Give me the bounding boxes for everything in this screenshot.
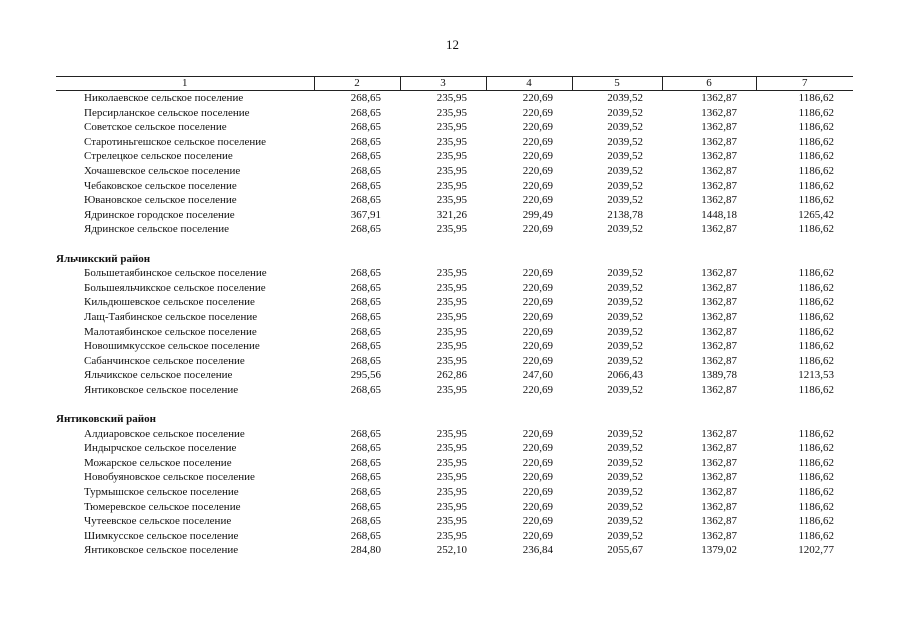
value-cell: 2039,52 bbox=[607, 121, 643, 134]
value-cell: 268,65 bbox=[350, 383, 381, 396]
table-row bbox=[56, 456, 853, 471]
value-cell: 2039,52 bbox=[607, 106, 643, 119]
value-cell: 220,69 bbox=[522, 515, 553, 528]
value-cell: 235,95 bbox=[436, 471, 467, 484]
settlement-name: Ювановское сельское поселение bbox=[84, 194, 237, 207]
value-cell: 1186,62 bbox=[798, 529, 834, 542]
value-cell: 268,65 bbox=[350, 354, 381, 367]
value-cell: 247,60 bbox=[522, 369, 553, 382]
table-row bbox=[56, 193, 853, 208]
value-cell: 1202,77 bbox=[798, 544, 834, 557]
value-cell: 220,69 bbox=[522, 179, 553, 192]
value-cell: 252,10 bbox=[436, 544, 467, 557]
settlement-name: Янтиковское сельское поселение bbox=[84, 383, 239, 396]
column-header: 3 bbox=[400, 77, 486, 91]
value-cell: 1186,62 bbox=[798, 92, 834, 104]
value-cell: 1186,62 bbox=[798, 121, 834, 134]
value-cell: 235,95 bbox=[436, 164, 467, 177]
value-cell: 220,69 bbox=[522, 383, 553, 396]
settlement-name: Сабанчинское сельское поселение bbox=[84, 354, 245, 367]
table-row bbox=[56, 120, 853, 135]
table-row bbox=[56, 179, 853, 194]
value-cell: 220,69 bbox=[522, 150, 553, 163]
value-cell: 2055,67 bbox=[607, 544, 643, 557]
value-cell: 1362,87 bbox=[701, 471, 737, 484]
value-cell: 220,69 bbox=[522, 500, 553, 513]
value-cell: 1362,87 bbox=[701, 427, 737, 440]
value-cell: 220,69 bbox=[522, 121, 553, 134]
value-cell: 1448,18 bbox=[701, 208, 737, 221]
value-cell: 268,65 bbox=[350, 515, 381, 528]
settlement-name: Ядринское сельское поселение bbox=[84, 223, 230, 236]
value-cell: 2039,52 bbox=[607, 92, 643, 104]
value-cell: 235,95 bbox=[436, 92, 467, 104]
value-cell: 2039,52 bbox=[607, 223, 643, 236]
value-cell: 268,65 bbox=[350, 106, 381, 119]
value-cell: 1186,62 bbox=[798, 442, 834, 455]
value-cell: 268,65 bbox=[350, 281, 381, 294]
value-cell: 1186,62 bbox=[798, 456, 834, 469]
value-cell: 1362,87 bbox=[701, 267, 737, 280]
settlement-name: Турмышское сельское поселение bbox=[84, 486, 239, 499]
value-cell: 220,69 bbox=[522, 354, 553, 367]
value-cell: 235,95 bbox=[436, 281, 467, 294]
value-cell: 2039,52 bbox=[607, 164, 643, 177]
table-row bbox=[56, 222, 853, 237]
value-cell: 2039,52 bbox=[607, 486, 643, 499]
value-cell: 1186,62 bbox=[798, 486, 834, 499]
value-cell: 220,69 bbox=[522, 486, 553, 499]
value-cell: 1186,62 bbox=[798, 515, 834, 528]
settlement-name: Алдиаровское сельское поселение bbox=[84, 427, 245, 440]
value-cell: 268,65 bbox=[350, 223, 381, 236]
value-cell: 1186,62 bbox=[798, 223, 834, 236]
value-cell: 1186,62 bbox=[798, 354, 834, 367]
value-cell: 1362,87 bbox=[701, 106, 737, 119]
settlement-name: Большеяльчикское сельское поселение bbox=[84, 281, 266, 294]
value-cell: 1362,87 bbox=[701, 515, 737, 528]
table-row bbox=[56, 427, 853, 442]
value-cell: 2039,52 bbox=[607, 267, 643, 280]
value-cell: 235,95 bbox=[436, 223, 467, 236]
value-cell: 1186,62 bbox=[798, 471, 834, 484]
table-row bbox=[56, 354, 853, 369]
column-header: 6 bbox=[662, 77, 756, 91]
value-cell: 367,91 bbox=[350, 208, 381, 221]
value-cell: 268,65 bbox=[350, 456, 381, 469]
value-cell: 235,95 bbox=[436, 179, 467, 192]
value-cell: 220,69 bbox=[522, 456, 553, 469]
value-cell: 1362,87 bbox=[701, 179, 737, 192]
value-cell: 1362,87 bbox=[701, 340, 737, 353]
data-table bbox=[56, 76, 853, 558]
value-cell: 1186,62 bbox=[798, 135, 834, 148]
value-cell: 268,65 bbox=[350, 500, 381, 513]
settlement-name: Лащ-Таябинское сельское поселение bbox=[84, 310, 258, 323]
table-row bbox=[56, 149, 853, 164]
column-header: 1 bbox=[56, 77, 314, 91]
value-cell: 268,65 bbox=[350, 194, 381, 207]
settlement-name: Новошимкусское сельское поселение bbox=[84, 340, 260, 353]
value-cell: 1186,62 bbox=[798, 310, 834, 323]
value-cell: 268,65 bbox=[350, 471, 381, 484]
value-cell: 2039,52 bbox=[607, 296, 643, 309]
value-cell: 268,65 bbox=[350, 325, 381, 338]
value-cell: 235,95 bbox=[436, 427, 467, 440]
settlement-name: Большетаябинское сельское поселение bbox=[84, 267, 267, 280]
value-cell: 220,69 bbox=[522, 223, 553, 236]
settlement-name: Ядринское городское поселение bbox=[84, 208, 235, 221]
column-header: 7 bbox=[756, 77, 853, 91]
value-cell: 1362,87 bbox=[701, 150, 737, 163]
table-row bbox=[56, 106, 853, 121]
value-cell: 2039,52 bbox=[607, 456, 643, 469]
value-cell: 268,65 bbox=[350, 150, 381, 163]
value-cell: 220,69 bbox=[522, 340, 553, 353]
table-row bbox=[56, 295, 853, 310]
spacer-cell bbox=[56, 397, 853, 412]
district-heading: Яльчикский район bbox=[56, 252, 151, 265]
value-cell: 220,69 bbox=[522, 281, 553, 294]
value-cell: 2138,78 bbox=[607, 208, 643, 221]
value-cell: 235,95 bbox=[436, 296, 467, 309]
value-cell: 235,95 bbox=[436, 194, 467, 207]
settlement-name: Стрелецкое сельское поселение bbox=[84, 150, 233, 163]
value-cell: 1362,87 bbox=[701, 354, 737, 367]
district-heading: Янтиковский район bbox=[56, 413, 156, 426]
page-number: 12 bbox=[446, 37, 459, 52]
value-cell: 235,95 bbox=[436, 340, 467, 353]
value-cell: 220,69 bbox=[522, 310, 553, 323]
value-cell: 235,95 bbox=[436, 150, 467, 163]
value-cell: 1362,87 bbox=[701, 281, 737, 294]
value-cell: 268,65 bbox=[350, 135, 381, 148]
value-cell: 1186,62 bbox=[798, 500, 834, 513]
settlement-name: Николаевское сельское поселение bbox=[84, 92, 244, 104]
settlement-name: Хочашевское сельское поселение bbox=[84, 164, 241, 177]
value-cell: 2039,52 bbox=[607, 150, 643, 163]
settlement-name: Кильдюшевское сельское поселение bbox=[84, 296, 255, 309]
column-header: 4 bbox=[486, 77, 572, 91]
table-row bbox=[56, 500, 853, 515]
settlement-name: Яльчикское сельское поселение bbox=[84, 369, 233, 382]
value-cell: 220,69 bbox=[522, 92, 553, 104]
value-cell: 235,95 bbox=[436, 456, 467, 469]
value-cell: 2039,52 bbox=[607, 135, 643, 148]
value-cell: 1186,62 bbox=[798, 383, 834, 396]
value-cell: 235,95 bbox=[436, 325, 467, 338]
table-row bbox=[56, 368, 853, 383]
value-cell: 1362,87 bbox=[701, 223, 737, 236]
value-cell: 284,80 bbox=[350, 544, 381, 557]
value-cell: 235,95 bbox=[436, 354, 467, 367]
table-header-row bbox=[56, 77, 853, 91]
value-cell: 1186,62 bbox=[798, 296, 834, 309]
column-header: 5 bbox=[572, 77, 662, 91]
value-cell: 268,65 bbox=[350, 164, 381, 177]
value-cell: 220,69 bbox=[522, 471, 553, 484]
settlement-name: Новобуяновское сельское поселение bbox=[84, 471, 255, 484]
value-cell: 2039,52 bbox=[607, 354, 643, 367]
value-cell: 235,95 bbox=[436, 442, 467, 455]
value-cell: 268,65 bbox=[350, 179, 381, 192]
value-cell: 220,69 bbox=[522, 296, 553, 309]
value-cell: 2039,52 bbox=[607, 515, 643, 528]
value-cell: 220,69 bbox=[522, 325, 553, 338]
value-cell: 220,69 bbox=[522, 442, 553, 455]
table-row bbox=[56, 208, 853, 223]
value-cell: 235,95 bbox=[436, 486, 467, 499]
settlement-name: Можарское сельское поселение bbox=[84, 456, 232, 469]
value-cell: 1186,62 bbox=[798, 340, 834, 353]
value-cell: 2039,52 bbox=[607, 281, 643, 294]
value-cell: 268,65 bbox=[350, 340, 381, 353]
settlement-name: Советское сельское поселение bbox=[84, 121, 227, 134]
section-spacer bbox=[56, 397, 853, 412]
settlement-name: Чутеевское сельское поселение bbox=[84, 515, 232, 528]
value-cell: 220,69 bbox=[522, 135, 553, 148]
value-cell: 2039,52 bbox=[607, 340, 643, 353]
spacer-cell bbox=[56, 237, 853, 252]
value-cell: 1362,87 bbox=[701, 500, 737, 513]
value-cell: 1389,78 bbox=[701, 369, 737, 382]
value-cell: 2039,52 bbox=[607, 442, 643, 455]
value-cell: 299,49 bbox=[522, 208, 553, 221]
value-cell: 268,65 bbox=[350, 296, 381, 309]
value-cell: 1213,53 bbox=[798, 369, 834, 382]
value-cell: 1186,62 bbox=[798, 150, 834, 163]
table-row bbox=[56, 514, 853, 529]
settlement-name: Чебаковское сельское поселение bbox=[84, 179, 237, 192]
value-cell: 235,95 bbox=[436, 310, 467, 323]
value-cell: 1186,62 bbox=[798, 281, 834, 294]
value-cell: 1186,62 bbox=[798, 325, 834, 338]
value-cell: 268,65 bbox=[350, 529, 381, 542]
value-cell: 235,95 bbox=[436, 500, 467, 513]
value-cell: 268,65 bbox=[350, 310, 381, 323]
table-row bbox=[56, 485, 853, 500]
value-cell: 1362,87 bbox=[701, 121, 737, 134]
value-cell: 268,65 bbox=[350, 121, 381, 134]
district-heading-row bbox=[56, 252, 853, 267]
value-cell: 2039,52 bbox=[607, 310, 643, 323]
value-cell: 1379,02 bbox=[701, 544, 737, 557]
value-cell: 2039,52 bbox=[607, 500, 643, 513]
table-body bbox=[56, 91, 853, 559]
value-cell: 295,56 bbox=[350, 369, 381, 382]
settlement-name: Индырчское сельское поселение bbox=[84, 442, 237, 455]
value-cell: 235,95 bbox=[436, 267, 467, 280]
value-cell: 2066,43 bbox=[607, 369, 643, 382]
table-row bbox=[56, 383, 853, 398]
table-row bbox=[56, 543, 853, 558]
value-cell: 1362,87 bbox=[701, 310, 737, 323]
table-row bbox=[56, 339, 853, 354]
table-row bbox=[56, 310, 853, 325]
value-cell: 220,69 bbox=[522, 194, 553, 207]
value-cell: 220,69 bbox=[522, 427, 553, 440]
value-cell: 268,65 bbox=[350, 427, 381, 440]
settlement-name: Тюмеревское сельское поселение bbox=[84, 500, 241, 513]
table-row bbox=[56, 91, 853, 106]
value-cell: 2039,52 bbox=[607, 194, 643, 207]
value-cell: 2039,52 bbox=[607, 471, 643, 484]
table-row bbox=[56, 135, 853, 150]
table-row bbox=[56, 325, 853, 340]
settlement-name: Янтиковское сельское поселение bbox=[84, 544, 239, 557]
table-row bbox=[56, 266, 853, 281]
value-cell: 236,84 bbox=[522, 544, 553, 557]
table-row bbox=[56, 281, 853, 296]
settlement-name: Шимкусское сельское поселение bbox=[84, 529, 239, 542]
value-cell: 235,95 bbox=[436, 383, 467, 396]
value-cell: 220,69 bbox=[522, 106, 553, 119]
value-cell: 268,65 bbox=[350, 92, 381, 104]
value-cell: 268,65 bbox=[350, 442, 381, 455]
table-row bbox=[56, 441, 853, 456]
value-cell: 1362,87 bbox=[701, 194, 737, 207]
value-cell: 235,95 bbox=[436, 106, 467, 119]
value-cell: 1186,62 bbox=[798, 179, 834, 192]
value-cell: 2039,52 bbox=[607, 179, 643, 192]
value-cell: 2039,52 bbox=[607, 383, 643, 396]
value-cell: 220,69 bbox=[522, 529, 553, 542]
district-heading-row bbox=[56, 412, 853, 427]
value-cell: 1186,62 bbox=[798, 427, 834, 440]
value-cell: 2039,52 bbox=[607, 529, 643, 542]
value-cell: 321,26 bbox=[436, 208, 467, 221]
value-cell: 1362,87 bbox=[701, 529, 737, 542]
value-cell: 235,95 bbox=[436, 135, 467, 148]
value-cell: 235,95 bbox=[436, 529, 467, 542]
value-cell: 1186,62 bbox=[798, 267, 834, 280]
value-cell: 1362,87 bbox=[701, 92, 737, 104]
section-spacer bbox=[56, 237, 853, 252]
value-cell: 235,95 bbox=[436, 515, 467, 528]
table-row bbox=[56, 164, 853, 179]
value-cell: 235,95 bbox=[436, 121, 467, 134]
value-cell: 220,69 bbox=[522, 164, 553, 177]
value-cell: 1362,87 bbox=[701, 486, 737, 499]
value-cell: 262,86 bbox=[436, 369, 467, 382]
value-cell: 1362,87 bbox=[701, 442, 737, 455]
column-header: 2 bbox=[314, 77, 400, 91]
value-cell: 1186,62 bbox=[798, 194, 834, 207]
value-cell: 1362,87 bbox=[701, 456, 737, 469]
table-row bbox=[56, 470, 853, 485]
value-cell: 2039,52 bbox=[607, 427, 643, 440]
value-cell: 1362,87 bbox=[701, 325, 737, 338]
value-cell: 1362,87 bbox=[701, 383, 737, 396]
value-cell: 1265,42 bbox=[798, 208, 834, 221]
value-cell: 268,65 bbox=[350, 267, 381, 280]
value-cell: 1362,87 bbox=[701, 164, 737, 177]
table-row bbox=[56, 529, 853, 544]
value-cell: 2039,52 bbox=[607, 325, 643, 338]
value-cell: 1362,87 bbox=[701, 135, 737, 148]
value-cell: 1362,87 bbox=[701, 296, 737, 309]
settlement-name: Персирланское сельское поселение bbox=[84, 106, 250, 119]
value-cell: 220,69 bbox=[522, 267, 553, 280]
value-cell: 268,65 bbox=[350, 486, 381, 499]
value-cell: 1186,62 bbox=[798, 106, 834, 119]
settlement-name: Малотаябинское сельское поселение bbox=[84, 325, 257, 338]
settlement-name: Старотиньгешское сельское поселение bbox=[84, 135, 267, 148]
value-cell: 1186,62 bbox=[798, 164, 834, 177]
